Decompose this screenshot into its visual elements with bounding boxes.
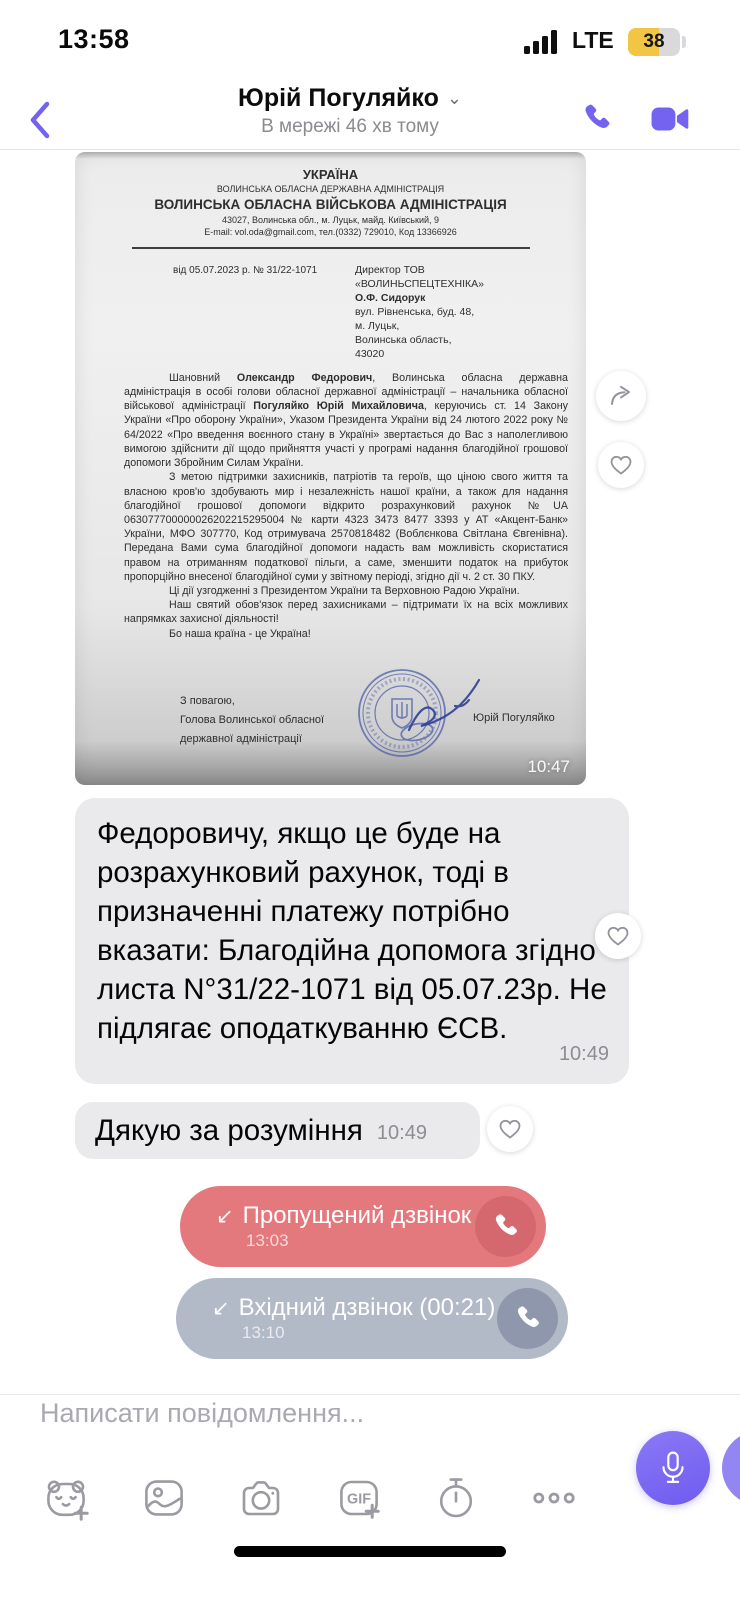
incoming-call-message[interactable] xyxy=(176,1278,568,1359)
gallery-icon xyxy=(140,1474,188,1522)
letter-paragraph: Наш святий обов'язок перед захисниками – підтримати їх на всіх можливих напрямках захисної діяльності! xyxy=(124,599,568,626)
closing-line: Голова Волинської обласної xyxy=(180,714,325,726)
document-image-message[interactable] xyxy=(75,152,586,785)
message-text: Федоровичу, якщо це буде на розрахунковий рахунок, тоді в призначенні платежу потрібно вказати: Благодійна допомога згідно листа N°31/22-1071 від 05.07.23р. Не підлягає оподаткуванню ЄСВ. xyxy=(97,817,607,1045)
call-label: Пропущений дзвінок xyxy=(242,1202,472,1229)
letter-closing xyxy=(180,692,324,749)
letter-country: УКРАЇНА xyxy=(302,167,359,182)
letter-paragraph: Бо наша країна - це Україна! xyxy=(169,627,311,640)
like-message-button[interactable] xyxy=(595,913,641,959)
letter-contact: E-mail: vol.oda@gmail.com, тел.(0332) 729010, Код 13366926 xyxy=(204,226,457,237)
video-camera-icon xyxy=(650,103,690,135)
camera-icon xyxy=(237,1474,285,1522)
letter-reference: від 05.07.2023 р. № 31/22-1071 xyxy=(173,264,318,276)
addressee-line: Директор ТОВ xyxy=(355,263,425,276)
call-timestamp: 13:03 xyxy=(246,1231,289,1250)
letter-body xyxy=(75,371,586,641)
svg-text:GIF: GIF xyxy=(346,1491,371,1508)
message-timestamp: 10:49 xyxy=(376,1122,427,1144)
extra-action-button[interactable] xyxy=(722,1431,740,1505)
addressee-line: «ВОЛИНЬСПЕЦТЕХНІКА» xyxy=(355,277,485,290)
like-message-button[interactable] xyxy=(487,1106,533,1152)
battery-tip xyxy=(682,36,686,48)
addressee-line: О.Ф. Сидорук xyxy=(355,291,426,304)
message-timestamp: 10:49 xyxy=(558,1043,609,1065)
incoming-arrow-icon: ↙ xyxy=(212,1296,230,1320)
letter-paragraph: Шановний Олександр Федорович, Волинська обласна державна адміністрація в особі голови обласної державної адміністрації – начальника обласної військової адміністрації Погуляйко Юрій Михайловича, керуючись ст. 14 Закону України «Про оборону України», Указом Президента України від 24 лютого 2022 року № 64/2022 «Про введення воєнного стану в Україні» звертається до Вас з наполегливою вимогою здійснити дії щодо прийняття участі у програмі надання благодійної грошової допомоги Збройним Силам України. xyxy=(124,371,569,470)
last-seen-status: В мережі 46 хв тому xyxy=(261,116,439,137)
letter-paragraph: Ці дії узгодженні з Президентом України та Верховною Радою України. xyxy=(169,584,520,597)
more-options-button[interactable] xyxy=(530,1474,578,1522)
call-info xyxy=(216,1202,475,1251)
incoming-arrow-icon: ↙ xyxy=(216,1204,234,1228)
closing-line: державної адміністрації xyxy=(180,733,302,745)
call-label: Вхідний дзвінок (00:21) xyxy=(238,1294,496,1321)
letter-military-line: ВОЛИНСЬКА ОБЛАСНА ВІЙСЬКОВА АДМІНІСТРАЦІЯ xyxy=(154,196,507,212)
timer-button[interactable] xyxy=(432,1474,480,1522)
letter-address: 43027, Волинська обл., м. Луцьк, майд. Київський, 9 xyxy=(221,215,439,226)
back-button[interactable] xyxy=(18,96,62,144)
chevron-left-icon xyxy=(27,100,53,140)
letter-signer-name: Юрій Погуляйко xyxy=(473,712,555,724)
heart-icon xyxy=(609,454,633,476)
call-info xyxy=(212,1294,497,1343)
letter-header xyxy=(75,152,586,238)
missed-call-message[interactable] xyxy=(180,1186,546,1267)
letter-paragraph: З метою підтримки захисників, патріотів та героїв, що ціною свого життя та власною кров'ю здобувають мир і незалежність нашої країни, а також для надання благодійної грошової допомоги відкрито розрахунковий рахунок №UA 063077700000026202215295004 № карти 4323 3473 8477 3393 у АТ «Акцент-Банк» України, МФО 307770, Код отримувача 2570818482 (Воблєнкова Світлана Євгенівна). Передана Вами сума благодійної допомоги надасть вам можливість скористатися правом на отриманням податкової пільги, а саме, зменшити податок на прибуток пропорційно внесеної благодійної суми у звітному періоді, згідно дії ч. 2 ст. 30 ПКУ. xyxy=(124,471,568,583)
network-type-label: LTE xyxy=(572,27,614,53)
message-timestamp: 10:47 xyxy=(527,757,570,776)
stopwatch-icon xyxy=(432,1474,480,1522)
addressee-line: вул. Рівненська, буд. 48, xyxy=(355,305,475,318)
redial-button[interactable] xyxy=(497,1288,558,1349)
gallery-button[interactable] xyxy=(140,1474,188,1522)
letter-divider xyxy=(132,247,530,249)
chevron-down-icon: ⌄ xyxy=(446,88,462,108)
heart-icon xyxy=(498,1118,522,1140)
attachment-toolbar xyxy=(42,1474,578,1522)
battery-icon xyxy=(628,28,680,56)
like-document-button[interactable] xyxy=(598,442,644,488)
letter-admin-line: ВОЛИНСЬКА ОБЛАСНА ДЕРЖАВНА АДМІНІСТРАЦІЯ xyxy=(216,184,445,195)
phone-icon xyxy=(513,1304,543,1334)
battery-percent: 38 xyxy=(643,31,665,52)
signal-strength-icon xyxy=(524,30,557,54)
letter-addressee xyxy=(355,263,484,361)
message-text: Дякую за розуміння xyxy=(95,1113,363,1147)
status-time: 13:58 xyxy=(58,24,130,54)
microphone-icon xyxy=(655,1449,691,1487)
camera-button[interactable] xyxy=(237,1474,285,1522)
contact-name: Юрій Погуляйко xyxy=(238,84,439,112)
gif-button[interactable] xyxy=(335,1474,383,1522)
message-input[interactable]: Написати повідомлення... xyxy=(40,1398,365,1428)
home-indicator[interactable] xyxy=(234,1546,506,1557)
phone-icon xyxy=(580,102,614,136)
video-call-button[interactable] xyxy=(642,96,698,142)
voice-call-button[interactable] xyxy=(572,96,622,142)
redial-button[interactable] xyxy=(475,1196,536,1257)
share-arrow-icon xyxy=(608,384,634,408)
ellipsis-icon xyxy=(530,1474,578,1522)
forward-button[interactable] xyxy=(596,371,646,421)
phone-icon xyxy=(491,1212,521,1242)
heart-icon xyxy=(606,925,630,947)
sticker-bear-icon xyxy=(42,1474,90,1522)
closing-line: З повагою, xyxy=(180,695,235,707)
chat-title-block[interactable] xyxy=(140,84,560,138)
addressee-line: Волинська область, xyxy=(355,333,452,346)
addressee-line: 43020 xyxy=(355,347,385,360)
letter-reference-row xyxy=(75,263,586,367)
call-timestamp: 13:10 xyxy=(242,1323,285,1342)
incoming-message-bubble[interactable] xyxy=(75,1102,480,1159)
incoming-message-bubble[interactable] xyxy=(75,798,629,1084)
sticker-button[interactable] xyxy=(42,1474,90,1522)
voice-message-button[interactable] xyxy=(636,1431,710,1505)
addressee-line: м. Луцьк, xyxy=(355,319,400,332)
gif-icon xyxy=(335,1474,383,1522)
composer-divider xyxy=(0,1394,740,1395)
